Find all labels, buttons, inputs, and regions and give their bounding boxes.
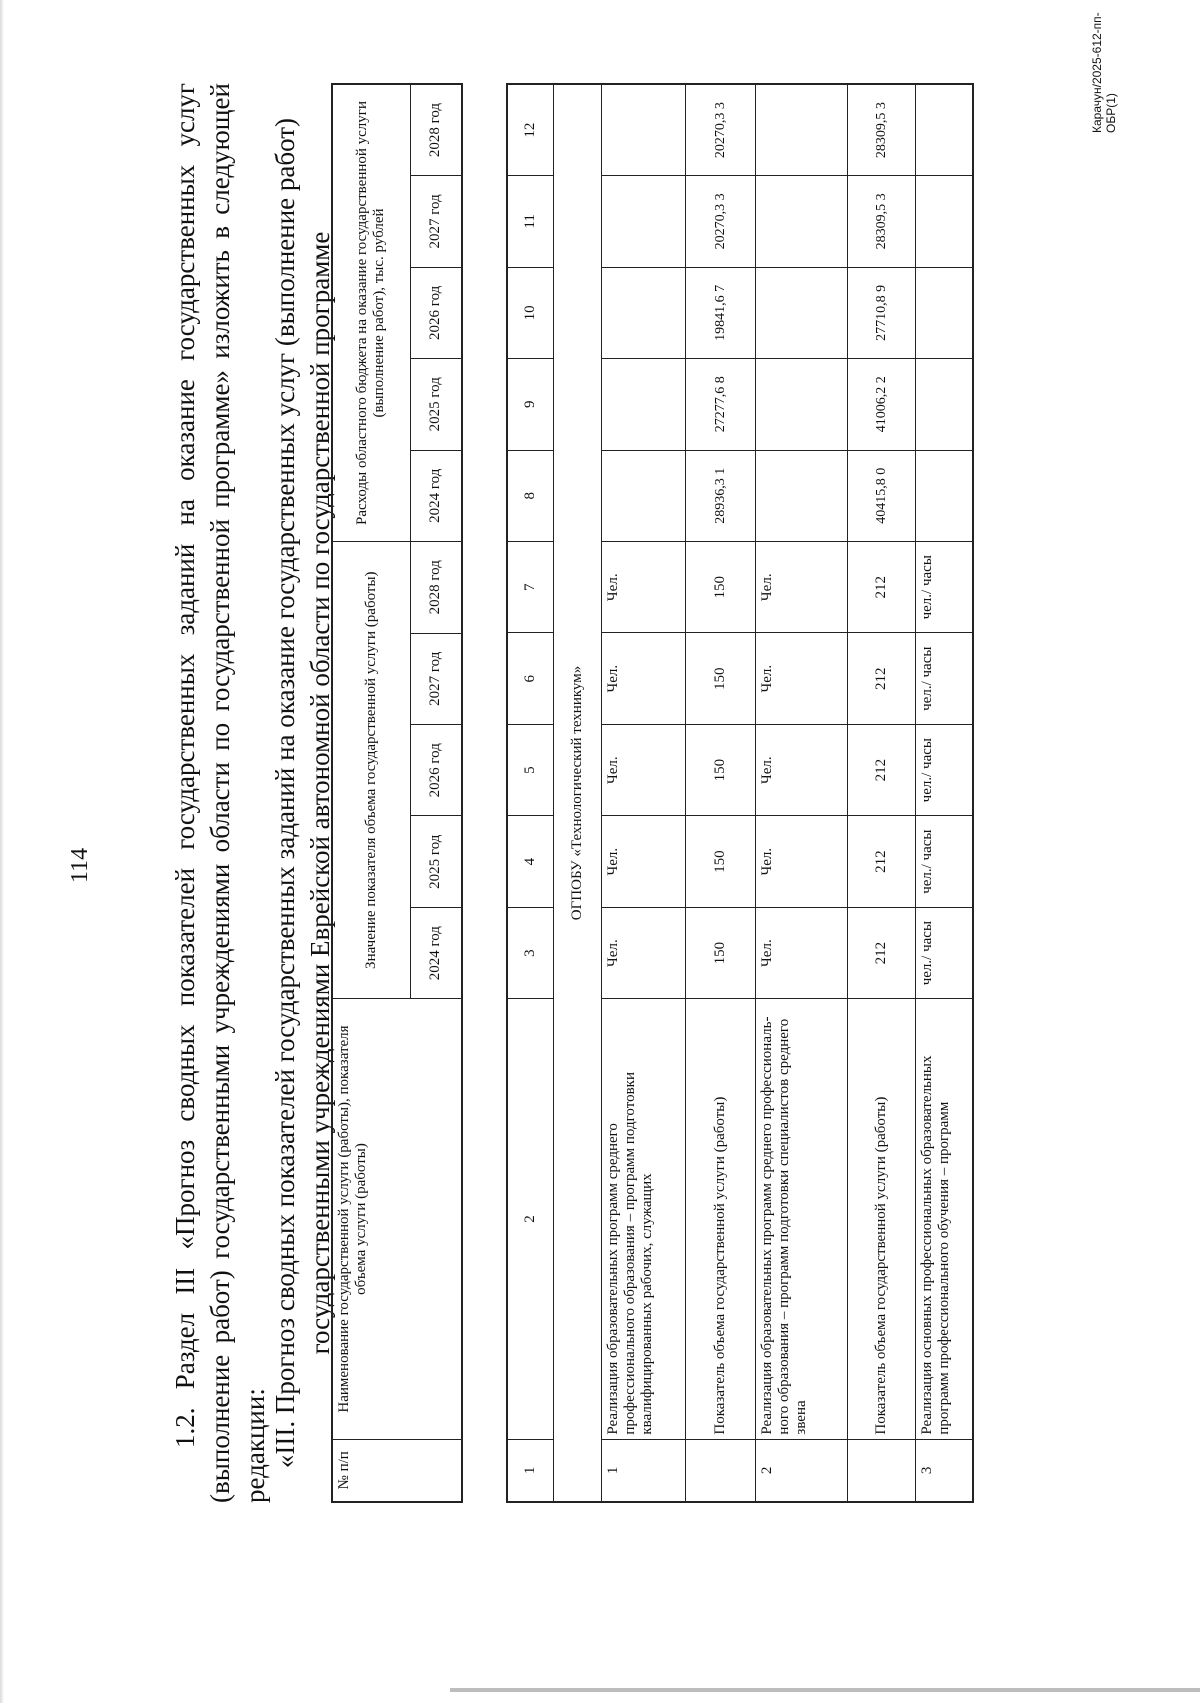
column-number: 8	[507, 450, 553, 541]
row-expense	[915, 450, 973, 541]
row-value: 150	[685, 542, 755, 633]
row-value: 212	[847, 724, 915, 815]
row-expense	[915, 359, 973, 450]
row-expense	[755, 267, 847, 358]
header-year: 2026 год	[410, 267, 462, 358]
row-value: 150	[685, 816, 755, 907]
row-expense: 27710,8 9	[847, 267, 915, 358]
row-value: чел./ часы	[915, 907, 973, 998]
column-number: 1	[507, 1439, 553, 1502]
row-value: Чел.	[755, 907, 847, 998]
document-code: Карачун/2025-612-пп-ОБР(1)	[1090, 12, 1118, 133]
header-table	[331, 83, 463, 1503]
row-expense	[755, 84, 847, 176]
column-number-row	[507, 84, 553, 1502]
row-value: чел./ часы	[915, 724, 973, 815]
header-year: 2028 год	[410, 541, 462, 633]
intro-block	[168, 83, 273, 1503]
table-row	[601, 84, 685, 1502]
header-year: 2025 год	[410, 359, 462, 450]
row-name: Реализация основных профессиональных образовательных программ профессионального обучения – программ	[915, 999, 973, 1439]
page-number: 114	[67, 847, 93, 883]
row-value: чел./ часы	[915, 542, 973, 633]
row-value: 150	[685, 724, 755, 815]
row-value: Чел.	[601, 724, 685, 815]
column-number: 12	[507, 84, 553, 176]
row-expense	[601, 450, 685, 541]
row-expense	[915, 176, 973, 267]
header-year: 2024 год	[410, 907, 462, 998]
row-name: Реализация образовательных программ среднего профессиональ- ного образования – программ подготовки специалистов среднего звена	[755, 999, 847, 1439]
row-value: чел./ часы	[915, 633, 973, 724]
row-expense	[915, 267, 973, 358]
header-year: 2025 год	[410, 816, 462, 907]
row-expense: 28309,5 3	[847, 176, 915, 267]
column-number: 7	[507, 542, 553, 633]
row-expense: 28936,3 1	[685, 450, 755, 541]
row-name: Показатель объема государственной услуги (работы)	[685, 999, 755, 1439]
table-row	[755, 84, 847, 1502]
row-expense: 28309,5 3	[847, 84, 915, 176]
header-year: 2028 год	[410, 84, 462, 176]
row-expense	[915, 84, 973, 176]
row-expense	[601, 84, 685, 176]
column-number: 4	[507, 816, 553, 907]
column-number: 9	[507, 359, 553, 450]
row-expense	[755, 450, 847, 541]
row-expense	[755, 176, 847, 267]
header-year: 2024 год	[410, 450, 462, 541]
row-expense: 20270,3 3	[685, 176, 755, 267]
row-value: Чел.	[755, 724, 847, 815]
column-number: 11	[507, 176, 553, 267]
column-number: 3	[507, 907, 553, 998]
row-num	[685, 1439, 755, 1502]
row-expense	[601, 267, 685, 358]
row-expense: 19841,6 7	[685, 267, 755, 358]
row-num: 2	[755, 1439, 847, 1502]
row-value: чел./ часы	[915, 816, 973, 907]
table-row	[847, 84, 915, 1502]
column-number: 6	[507, 633, 553, 724]
row-value: 150	[685, 907, 755, 998]
row-num: 3	[915, 1439, 973, 1502]
header-year: 2026 год	[410, 725, 462, 816]
header-year: 2027 год	[410, 176, 462, 267]
row-value: Чел.	[601, 633, 685, 724]
row-num: 1	[601, 1439, 685, 1502]
column-number: 5	[507, 724, 553, 815]
row-value: Чел.	[755, 816, 847, 907]
row-value: 212	[847, 816, 915, 907]
row-value: Чел.	[601, 907, 685, 998]
header-year: 2027 год	[410, 633, 462, 724]
row-value: Чел.	[755, 633, 847, 724]
row-expense: 20270,3 3	[685, 84, 755, 176]
row-expense: 41006,2 2	[847, 359, 915, 450]
row-expense	[601, 176, 685, 267]
row-expense	[755, 359, 847, 450]
institution-name: ОГПОБУ «Технологический техникум»	[553, 84, 601, 1502]
intro-paragraph: 1.2. Раздел III «Прогноз сводных показателей государственных заданий на оказание государственных услуг (выполнение работ) государственными учреждениями области по государственной программе» изложить в следующей редакции:	[170, 83, 270, 1503]
row-num	[847, 1439, 915, 1502]
column-number: 10	[507, 267, 553, 358]
data-table	[506, 83, 974, 1503]
row-value: Чел.	[601, 542, 685, 633]
header-value-group: Значение показателя объема государственной услуги (работы)	[332, 541, 410, 998]
row-value: 212	[847, 633, 915, 724]
row-name: Показатель объема государственной услуги (работы)	[847, 999, 915, 1439]
row-value: 150	[685, 633, 755, 724]
table-row	[685, 84, 755, 1502]
row-value: 212	[847, 542, 915, 633]
header-num: № п/п	[332, 1439, 462, 1502]
institution-row	[553, 84, 601, 1502]
table-row	[915, 84, 973, 1502]
column-number: 2	[507, 999, 553, 1439]
row-value: 212	[847, 907, 915, 998]
section-title: «III. Прогноз сводных показателей государственных заданий на оказание государственных услуг (выполнение работ) государственными учреждениями Еврейской автономной области по государственной программе	[270, 117, 335, 1469]
header-expense-group: Расходы областного бюджета на оказание государственной услуги (выполнение работ), тыс. рублей	[332, 84, 410, 541]
row-value: Чел.	[601, 816, 685, 907]
row-name: Реализация образовательных программ среднего профессионального образования – программ подготовки квалифицированных рабочих, служащих	[601, 999, 685, 1439]
row-expense: 40415,8 0	[847, 450, 915, 541]
row-expense	[601, 359, 685, 450]
row-expense: 27277,6 8	[685, 359, 755, 450]
header-name: Наименование государственной услуги (работы), показателя объема услуги (работы)	[332, 999, 462, 1439]
row-value: Чел.	[755, 542, 847, 633]
